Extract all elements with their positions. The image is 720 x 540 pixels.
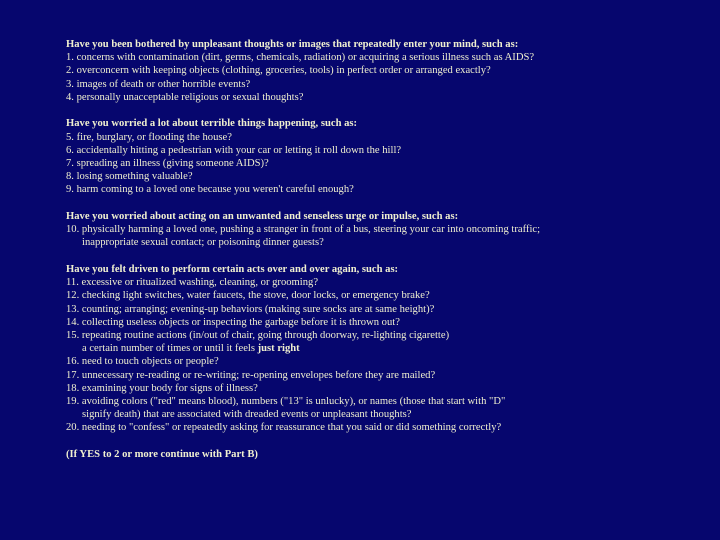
question-6: 6. accidentally hitting a pedestrian with your car or letting it roll down the hill? <box>66 144 402 156</box>
question-11: 11. excessive or ritualized washing, cleaning, or grooming? <box>66 277 319 289</box>
question-10 <box>66 223 710 249</box>
question-19 <box>66 395 710 421</box>
question-8: 8. losing something valuable? <box>66 171 193 183</box>
continuation-text: a certain number of times or until it feels <box>82 343 258 355</box>
section-intrusive-thoughts <box>66 38 710 104</box>
question-13: 13. counting; arranging; evening-up behaviors (making sure socks are at same height)? <box>66 303 435 315</box>
question-7: 7. spreading an illness (giving someone AIDS)? <box>66 158 269 170</box>
question-18: 18. examining your body for signs of illness? <box>66 382 258 394</box>
question-1: 1. concerns with contamination (dirt, germs, chemicals, radiation) or acquiring a serious illness such as AIDS? <box>66 52 535 64</box>
question-20: 20. needing to "confess" or repeatedly asking for reassurance that you said or did something correctly? <box>66 422 502 434</box>
section-heading: Have you been bothered by unpleasant thoughts or images that repeatedly enter your mind, such as: <box>66 39 519 50</box>
question-5: 5. fire, burglary, or flooding the house? <box>66 131 232 143</box>
question-2: 2. overconcern with keeping objects (clothing, groceries, tools) in perfect order or arranged exactly? <box>66 65 491 77</box>
section-heading: Have you worried about acting on an unwanted and senseless urge or impulse, such as: <box>66 211 459 223</box>
question-continuation: signify death) that are associated with dreaded events or unpleasant thoughts? <box>82 409 412 421</box>
question-continuation <box>66 342 710 355</box>
question-text: 10. physically harming a loved one, pushing a stranger in front of a bus, steering your car into oncoming traffic; <box>66 224 541 236</box>
question-3: 3. images of death or other horrible events? <box>66 78 251 90</box>
emphasis-just-right: just right <box>257 343 300 355</box>
section-heading: Have you worried a lot about terrible things happening, such as: <box>66 118 358 130</box>
section-heading: Have you felt driven to perform certain acts over and over again, such as: <box>66 264 399 276</box>
question-14: 14. collecting useless objects or inspecting the garbage before it is thrown out? <box>66 316 400 328</box>
question-text: 15. repeating routine actions (in/out of chair, going through doorway, re-lighting cigarette) <box>66 330 450 342</box>
question-17: 17. unnecessary re-reading or re-writing; re-opening envelopes before they are mailed? <box>66 369 436 381</box>
continue-instruction: (If YES to 2 or more continue with Part B) <box>66 449 258 461</box>
question-16: 16. need to touch objects or people? <box>66 356 219 368</box>
section-terrible-things <box>66 117 710 196</box>
question-12: 12. checking light switches, water faucets, the stove, door locks, or emergency brake? <box>66 290 430 302</box>
section-urges <box>66 210 710 250</box>
question-4: 4. personally unacceptable religious or sexual thoughts? <box>66 91 304 103</box>
question-9: 9. harm coming to a loved one because you weren't careful enough? <box>66 184 354 196</box>
section-compulsions <box>66 263 710 435</box>
question-continuation: inappropriate sexual contact; or poisoning dinner guests? <box>82 237 324 249</box>
question-15 <box>66 329 710 355</box>
question-text: 19. avoiding colors ("red" means blood), numbers ("13" is unlucky), or names (those that start with "D" <box>66 396 506 408</box>
